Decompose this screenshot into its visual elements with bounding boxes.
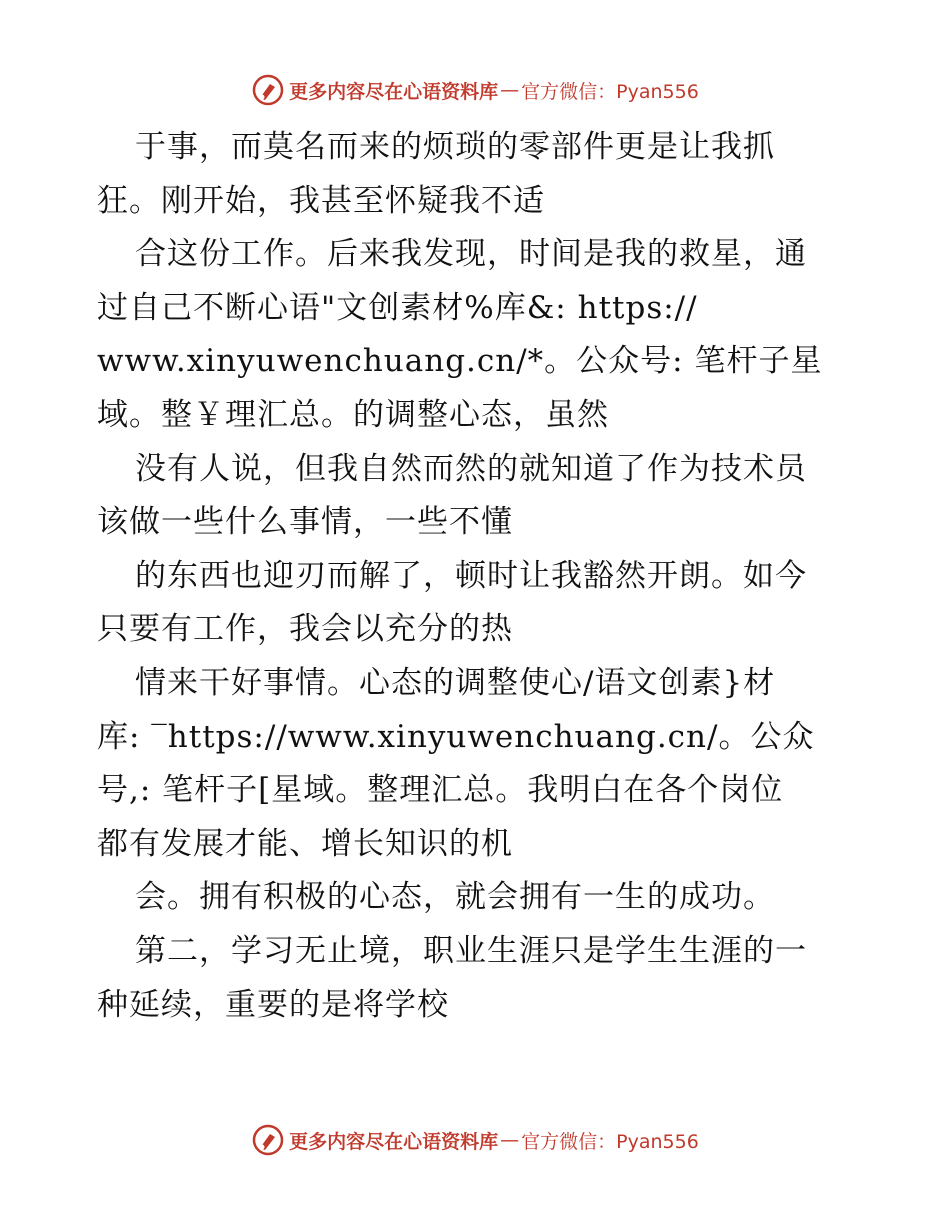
footer-banner-separator: — xyxy=(500,1129,520,1151)
body-line: 该做一些什么事情，一些不懂 xyxy=(97,504,513,541)
footer-banner xyxy=(0,1120,950,1160)
header-banner xyxy=(0,70,950,110)
body-line: 会。拥有积极的心态，就会拥有一生的成功。 xyxy=(135,879,775,916)
pen-nib-logo-icon xyxy=(251,73,285,107)
body-line: 只要有工作，我会以充分的热 xyxy=(97,611,513,648)
body-line: 的东西也迎刃而解了，顿时让我豁然开朗。如今 xyxy=(135,557,807,594)
document-body xyxy=(97,121,857,1032)
header-wechat-id: 官方微信：Pyan556 xyxy=(521,80,699,103)
body-line: 狂。刚开始，我甚至怀疑我不适 xyxy=(97,182,545,219)
pen-nib-logo-icon xyxy=(251,1123,285,1157)
footer-wechat-id: 官方微信：Pyan556 xyxy=(521,1130,699,1153)
body-line: 过自己不断心语"文创素材%库&: https:// xyxy=(97,289,698,326)
body-line: 库: ‾https://www.xinyuwenchuang.cn/。公众 xyxy=(97,718,815,755)
body-line: 情来干好事情。心态的调整使心/语文创素}材 xyxy=(135,664,776,701)
header-banner-separator: — xyxy=(500,79,520,101)
body-line: 没有人说，但我自然而然的就知道了作为技术员 xyxy=(135,450,807,487)
header-banner-text: 更多内容尽在心语资料库 xyxy=(289,80,499,103)
body-line: 号,: 笔杆子[星域。整理汇总。我明白在各个岗位 xyxy=(97,772,784,809)
footer-banner-text: 更多内容尽在心语资料库 xyxy=(289,1130,499,1153)
body-line: www.xinyuwenchuang.cn/*。公众号: 笔杆子星 xyxy=(97,343,823,380)
body-line: 域。整￥理汇总。的调整心态，虽然 xyxy=(97,396,609,433)
body-line: 种延续，重要的是将学校 xyxy=(97,986,449,1023)
body-line: 于事，而莫名而来的烦琐的零部件更是让我抓 xyxy=(135,129,775,165)
body-line: 合这份工作。后来我发现，时间是我的救星，通 xyxy=(135,236,807,273)
body-line: 都有发展才能、增长知识的机 xyxy=(97,825,513,862)
body-line: 第二，学习无止境，职业生涯只是学生生涯的一 xyxy=(135,932,807,969)
